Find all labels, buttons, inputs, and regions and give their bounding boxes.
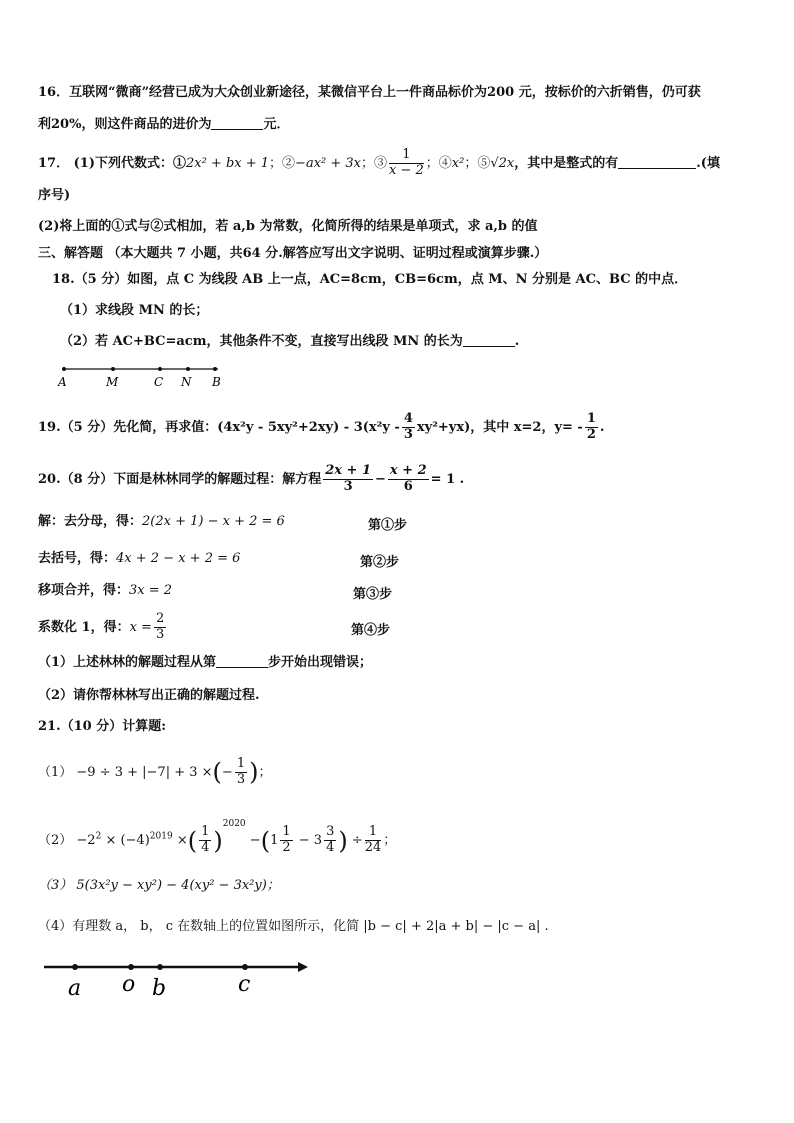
q18-part1: （1）求线段 MN 的长； — [60, 303, 209, 318]
point-c-dot — [158, 367, 162, 371]
point-label-a: A — [58, 375, 67, 389]
paren-open: ( — [212, 758, 222, 787]
step-expr: 3x = 2 — [129, 583, 173, 598]
q21-expr3: （3） 5(3x²y − xy²) − 4(xy² − 3x²y)； — [38, 878, 280, 893]
step-number: 第①步 — [368, 518, 408, 533]
frac-num: 3 — [326, 824, 335, 840]
q21-expr2-frac-threequarter — [324, 825, 336, 856]
q20-part1 — [38, 655, 372, 671]
q21-expr2 — [38, 819, 396, 856]
point-label-n: N — [181, 375, 192, 389]
q17-tail2: .(填 — [696, 155, 720, 171]
q21-exp2020: 2020 — [222, 819, 246, 829]
step-number: 第②步 — [360, 555, 400, 570]
q17-sep5: ；⑤ — [464, 155, 491, 171]
step4-frac-den: 3 — [155, 626, 165, 642]
q21-expr1-num: 1 — [236, 756, 246, 771]
q17-expr3-den: x − 2 — [389, 162, 424, 178]
q21-expr2-g: − 3 — [294, 833, 323, 848]
q16-line1: 16．互联网“微商”经营已成为大众创业新途径，某微信平台上一件商品标价为200 元，按标价的六折销售，仍可获 — [38, 85, 701, 100]
q20-step4 — [38, 612, 168, 643]
q17-line2: 序号) — [38, 188, 71, 203]
paren-open: ( — [260, 826, 271, 855]
section-heading: 三、解答题 （本大题共 7 小题，共64 分.解答应写出文字说明、证明过程或演算步骤.） — [38, 246, 548, 261]
step4-frac-num: 2 — [155, 611, 165, 626]
q16-text-b: 元． — [263, 117, 290, 132]
answer-blank — [216, 655, 268, 668]
q18-stem: 18.（5 分）如图，点 C 为线段 AB 上一点，AC=8cm，CB=6cm，点 M、N 分别是 AC、BC 的中点． — [52, 272, 688, 287]
q19-frac-num: 4 — [403, 411, 413, 426]
step4-frac — [154, 612, 166, 643]
axis-label-c: c — [238, 972, 251, 997]
q17-intro: 17． (1)下列代数式：① — [38, 155, 186, 171]
q17-sep4: ；④ — [425, 155, 452, 171]
q20-stem — [38, 464, 464, 495]
q20-step2 — [38, 551, 240, 567]
point-b-dot — [213, 367, 217, 371]
q16-text-a: 利20%，则这件商品的进价为 — [38, 117, 212, 132]
q17-sep3: ；③ — [361, 155, 388, 171]
step-number: 第④步 — [351, 623, 391, 638]
point-m-dot — [111, 367, 115, 371]
q20-part1-end: 步开始出现错误； — [268, 655, 373, 670]
frac-den: 24 — [364, 840, 382, 855]
q17-sep2: ；② — [269, 155, 296, 171]
q20-step1 — [38, 514, 285, 530]
q19-text-b: xy²+yx)，其中 x=2，y= - — [416, 419, 583, 435]
answer-blank — [463, 334, 515, 347]
q20-frac2-den: 6 — [403, 478, 413, 494]
point-n-dot — [186, 367, 190, 371]
q20-frac1 — [323, 464, 373, 495]
frac-den: 2 — [282, 840, 291, 855]
point-label-c: C — [154, 375, 164, 389]
q17-expr5: √2x — [490, 155, 515, 171]
q17-expr2: −ax² + 3x — [295, 155, 361, 171]
q19-end: . — [599, 419, 605, 435]
q19-text-a: 19.（5 分）先化简，再求值：(4x²y - 5xy²+2xy) - 3(x²y - — [38, 419, 400, 435]
q16-line2 — [38, 117, 289, 133]
number-line — [40, 955, 312, 1003]
q21-expr4: （4）有理数 a， b， c 在数轴上的位置如图所示，化简 |b − c| + 2|a + b| − |c − a| . — [38, 919, 549, 934]
q18-part2-text: （2）若 AC+BC=acm，其他条件不变，直接写出线段 MN 的长为 — [60, 334, 463, 349]
q20-frac1-den: 3 — [343, 478, 353, 494]
q20-frac2 — [388, 464, 429, 495]
q21-expr2-frac — [199, 825, 211, 856]
q21-exp2019: 2019 — [149, 831, 173, 842]
q20-part1-text: （1）上述林林的解题过程从第 — [38, 655, 217, 670]
q21-expr1: （1） −9 ÷ 3 + |−7| + 3 ×(− $\frac{1}{3}$ )； — [38, 756, 272, 787]
q21-expr1-den: 3 — [236, 771, 246, 787]
frac-den: 4 — [326, 840, 335, 855]
paren-close: ) — [213, 826, 223, 855]
q21-expr2-a: （2） −2 — [38, 833, 96, 848]
q21-expr1-end: ； — [258, 764, 272, 780]
q19-frac-den: 3 — [403, 426, 413, 442]
q17-expr1: 2x² + bx + 1 — [185, 155, 270, 171]
axis-label-o: o — [122, 972, 136, 997]
q20-step3 — [38, 583, 172, 599]
q21-expr1-frac — [235, 757, 247, 788]
step-label: 系数化 1，得： — [38, 619, 130, 635]
q21-expr2-h: ÷ — [347, 833, 363, 848]
q21-expr2-d: − — [245, 833, 261, 848]
paren-open: ( — [187, 826, 198, 855]
q19-y-den: 2 — [586, 426, 596, 442]
q17-expr3-num: 1 — [389, 148, 424, 164]
axis-label-a: a — [68, 976, 82, 1001]
q18-part2 — [60, 334, 519, 350]
q21-stem: 21.（10 分）计算题: — [38, 719, 167, 734]
step-expr: 2(2x + 1) − x + 2 = 6 — [142, 514, 285, 529]
q21-expr2-end: ； — [383, 833, 397, 848]
origin-dot — [128, 964, 134, 970]
q19-frac — [402, 412, 415, 443]
point-label-b: B — [212, 375, 221, 389]
q19-y-frac — [585, 412, 598, 443]
q20-text: 20.（8 分）下面是林林同学的解题过程：解方程 — [38, 471, 322, 487]
arrow-right-icon — [298, 962, 308, 972]
q20-minus: − — [375, 471, 386, 487]
point-a-dot — [72, 964, 78, 970]
q21-expr1-text: （1） −9 ÷ 3 + |−7| + 3 × — [38, 764, 213, 780]
q21-expr2-e: 1 — [270, 833, 279, 848]
q21-expr2-b: × (−4) — [101, 833, 150, 848]
q17-line1 — [38, 148, 720, 179]
point-b-dot — [157, 964, 163, 970]
q20-eq: = 1 . — [430, 471, 465, 487]
answer-blank — [211, 117, 263, 130]
q21-expr2-num: 1 — [201, 824, 210, 840]
paren-close: ) — [249, 758, 259, 787]
q21-expr2-frac-24 — [365, 825, 382, 856]
q17-expr3 — [389, 148, 424, 179]
step-number: 第③步 — [353, 587, 393, 602]
paren-close: ) — [338, 826, 348, 855]
q20-part2: （2）请你帮林林写出正确的解题过程. — [38, 688, 260, 703]
step-label: 解：去分母，得： — [38, 514, 143, 529]
point-label-m: M — [106, 375, 119, 389]
frac-num: 1 — [282, 824, 291, 840]
q21-expr2-frac-half — [280, 825, 292, 856]
step-label: 去括号，得： — [38, 551, 117, 566]
step-expr: x = — [129, 619, 152, 635]
point-c-dot — [242, 964, 248, 970]
q19-y-num: 1 — [586, 411, 596, 426]
q21-expr2-c: × — [172, 833, 188, 848]
point-a-dot — [62, 367, 66, 371]
q17-tail: ，其中是整式的有 — [514, 155, 619, 171]
q17-expr4: x² — [451, 155, 465, 171]
segment-diagram — [54, 360, 234, 394]
q19 — [38, 412, 604, 443]
q17-part2: (2)将上面的①式与②式相加，若 a,b 为常数，化简所得的结果是单项式，求 a,b 的值 — [38, 219, 538, 234]
step-expr: 4x + 2 − x + 2 = 6 — [116, 551, 241, 566]
answer-blank — [618, 156, 696, 169]
q18-part2-end: . — [514, 334, 520, 349]
q20-frac2-num: x + 2 — [389, 463, 427, 478]
frac-num: 1 — [365, 825, 382, 841]
q21-expr2-den: 4 — [201, 840, 210, 855]
axis-label-b: b — [152, 976, 167, 1001]
step-label: 移项合并，得： — [38, 583, 130, 598]
q21-exp2: 2 — [95, 831, 102, 842]
q20-frac1-num: 2x + 1 — [325, 463, 371, 478]
